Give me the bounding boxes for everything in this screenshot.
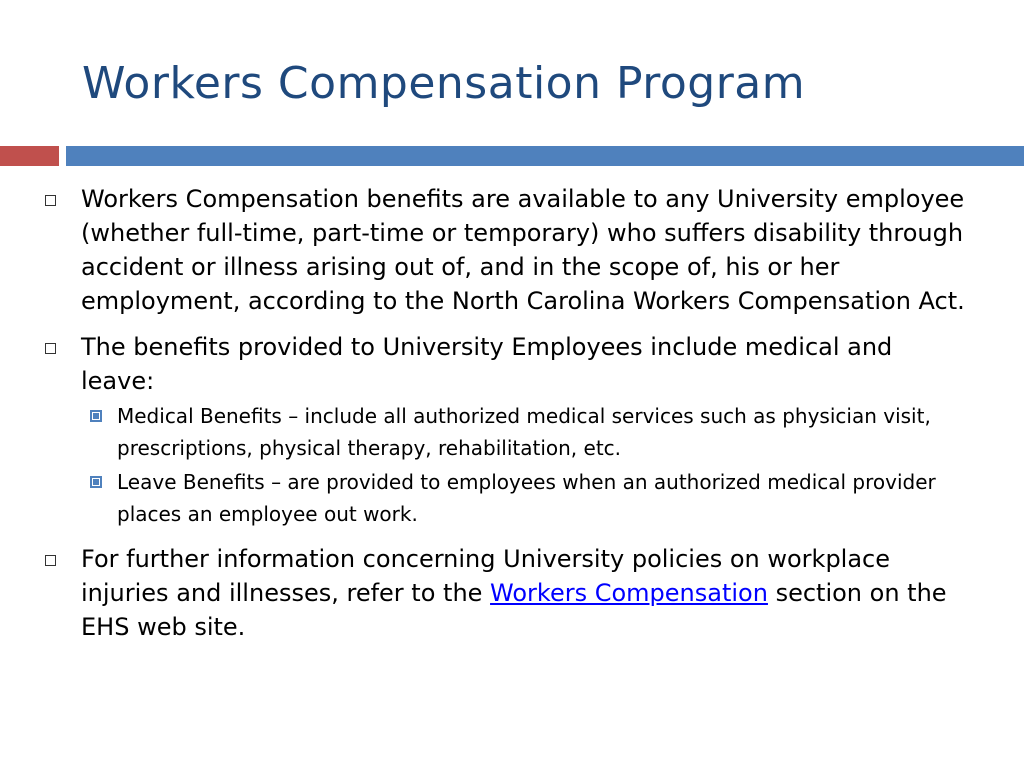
sub-bullet-text: Leave Benefits – are provided to employees when an authorized medical provider places an employee out work.	[117, 470, 936, 526]
bullet-text-after-link: section on the EHS web site.	[81, 579, 947, 641]
accent-bar-blue	[66, 146, 1024, 166]
sub-bullet-item-medical	[90, 400, 970, 464]
accent-bar-red	[0, 146, 59, 166]
bullet-list	[40, 182, 970, 656]
sub-bullet-item-leave	[90, 466, 970, 530]
filled-square-bullet-icon	[90, 410, 102, 422]
sub-bullet-text: Medical Benefits – include all authorized medical services such as physician visit, prescriptions, physical therapy, rehabilitation, etc.	[117, 404, 931, 460]
bullet-text-before-link: For further information concerning University policies on workplace injuries and illnesses, refer to the	[81, 545, 891, 607]
bullet-text: Workers Compensation benefits are available to any University employee (whether full-time, part-time or temporary) who suffers disability through accident or illness arising out of, and in the scope of, his or her employment, according to the North Carolina Workers Compensation Act.	[81, 185, 965, 315]
bullet-item-eligibility	[40, 182, 970, 318]
square-bullet-icon	[45, 555, 56, 566]
slide-title: Workers Compensation Program	[82, 58, 806, 109]
bullet-item-benefits	[40, 330, 970, 398]
bullet-item-further-info	[40, 542, 970, 644]
square-bullet-icon	[45, 343, 56, 354]
workers-compensation-link[interactable]: Workers Compensation	[490, 579, 768, 607]
bullet-text: The benefits provided to University Employees include medical and leave:	[81, 333, 893, 395]
square-bullet-icon	[45, 195, 56, 206]
filled-square-bullet-icon	[90, 476, 102, 488]
